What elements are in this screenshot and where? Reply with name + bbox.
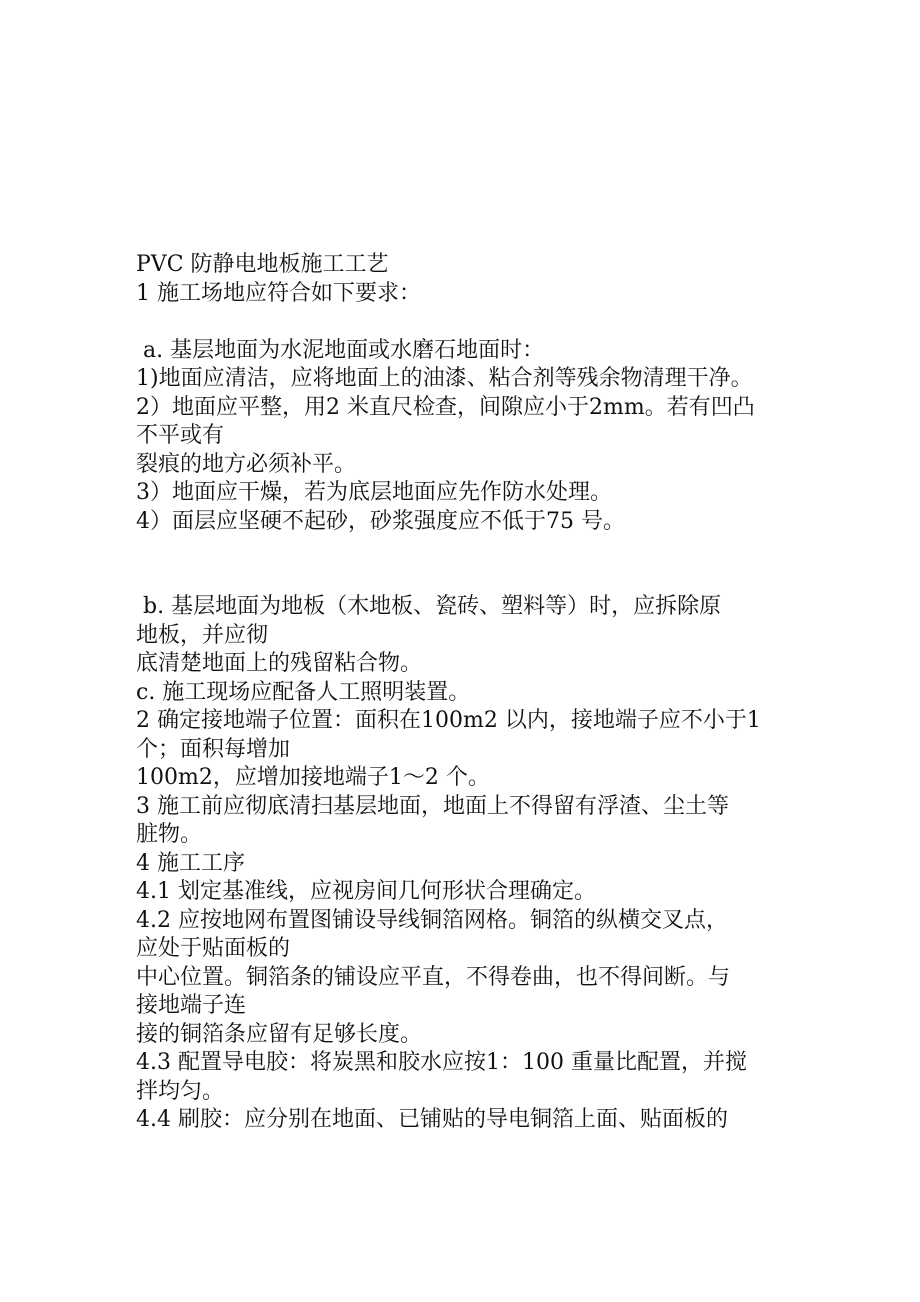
text-line: 1)地面应清洁，应将地面上的油漆、粘合剂等残余物清理干净。 [136, 366, 753, 391]
subsection-4-3: 4.3 配置导电胶：将炭黑和胶水应按1：100 重量比配置，并搅 [136, 1050, 747, 1075]
text-line: 应处于贴面板的 [136, 936, 291, 961]
text-line: 裂痕的地方必须补平。 [136, 451, 357, 477]
text-line: 中心位置。铜箔条的铺设应平直，不得卷曲，也不得间断。与 [136, 964, 731, 990]
blank-line [136, 565, 796, 594]
subsection-4-1: 4.1 划定基准线，应视房间几何形状合理确定。 [136, 879, 596, 904]
blank-line [136, 536, 796, 565]
section-heading-4: 4 施工工序 [136, 850, 245, 876]
section-heading-1: 1 施工场地应符合如下要求： [136, 280, 421, 306]
blank-line [136, 308, 796, 337]
text-line: a. 基层地面为水泥地面或水磨石地面时： [136, 337, 545, 363]
document-title: PVC 防静电地板施工工艺 [136, 252, 389, 277]
text-line: 拌均匀。 [136, 1078, 225, 1104]
text-line: 地板，并应彻 [136, 622, 269, 648]
text-line: 接的铜箔条应留有足够长度。 [136, 1021, 423, 1047]
section-heading-2: 2 确定接地端子位置：面积在100m2 以内，接地端子应不小于1 [136, 708, 761, 733]
text-line: 脏物。 [136, 822, 203, 847]
text-line: 2）地面应平整，用2 米直尺检查，间隙应小于2mm。若有凹凸 [136, 394, 755, 420]
document-body [136, 251, 796, 1135]
text-line: 3）地面应干燥，若为底层地面应先作防水处理。 [136, 480, 612, 505]
subsection-4-2: 4.2 应按地网布置图铺设导线铜箔网格。铜箔的纵横交叉点， [136, 907, 728, 933]
text-line: c. 施工现场应配备人工照明装置。 [136, 679, 471, 705]
text-line: 接地端子连 [136, 993, 247, 1018]
subsection-4-4: 4.4 刷胶：应分别在地面、已铺贴的导电铜箔上面、贴面板的 [136, 1107, 728, 1132]
section-heading-3: 3 施工前应彻底清扫基层地面，地面上不得留有浮渣、尘土等 [136, 793, 729, 819]
text-line: b. 基层地面为地板（木地板、瓷砖、塑料等）时，应拆除原 [136, 594, 722, 619]
text-line: 100m2，应增加接地端子1～2 个。 [136, 765, 490, 790]
text-line: 底清楚地面上的残留粘合物。 [136, 651, 423, 676]
text-line: 不平或有 [136, 423, 225, 448]
text-line: 4）面层应坚硬不起砂，砂浆强度应不低于75 号。 [136, 508, 625, 534]
text-line: 个；面积每增加 [136, 736, 291, 762]
